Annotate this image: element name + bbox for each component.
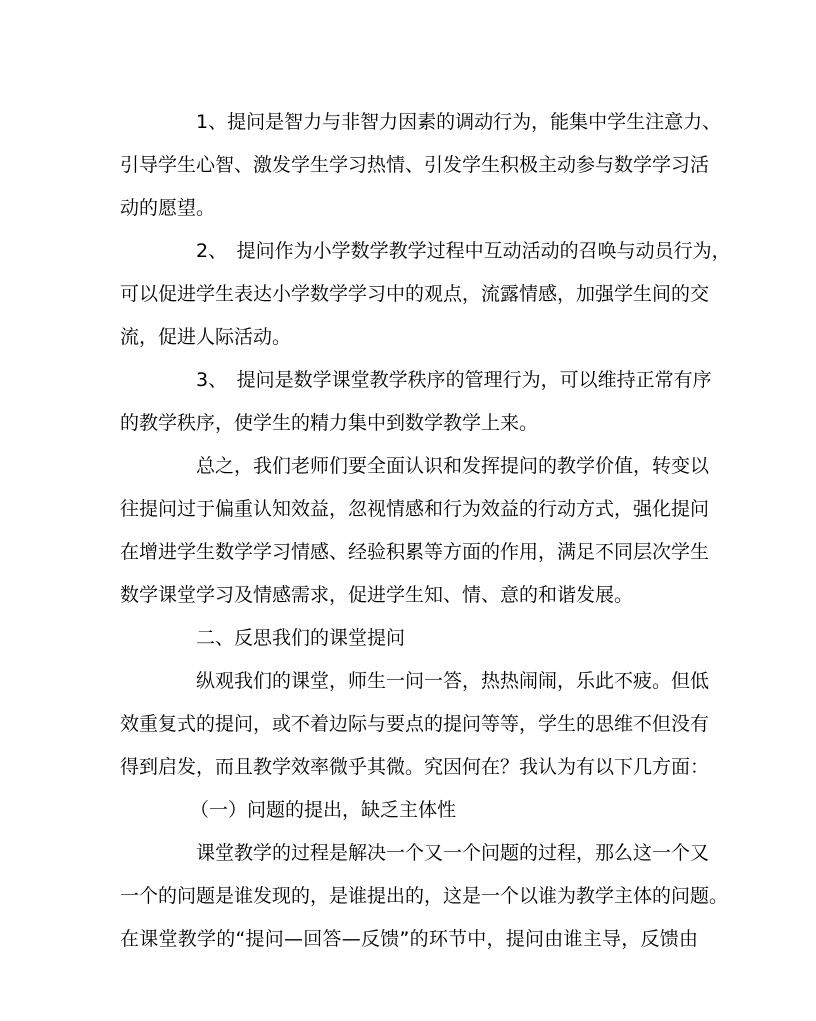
subsection-heading: （一）问题的提出，缺乏主体性 — [190, 799, 457, 821]
paragraph-6-line-3: 在课堂教学的“提问—回答—反馈”的环节中，提问由谁主导，反馈由 — [120, 928, 698, 950]
paragraph-1-line-2: 引导学生心智、激发学生学习热情、引发学生积极主动参与数学学习活 — [120, 154, 710, 176]
paragraph-1-line-3: 动的愿望。 — [120, 197, 216, 219]
paragraph-1-line-1: 1、提问是智力与非智力因素的调动行为，能集中学生注意力、 — [196, 111, 722, 133]
paragraph-3-line-1: 3、 提问是数学课堂教学秩序的管理行为，可以维持正常有序 — [196, 369, 712, 391]
paragraph-4-line-2: 往提问过于偏重认知效益，忽视情感和行为效益的行动方式，强化提问 — [120, 498, 710, 520]
paragraph-5-line-2: 效重复式的提问，或不着边际与要点的提问等等，学生的思维不但没有 — [120, 713, 710, 735]
paragraph-4-line-1: 总之，我们老师们要全面认识和发挥提问的教学价值，转变以 — [196, 455, 710, 477]
paragraph-6-line-1: 课堂教学的过程是解决一个又一个问题的过程，那么这一个又 — [196, 842, 710, 864]
paragraph-5-line-3: 得到启发，而且教学效率微乎其微。究因何在？我认为有以下几方面： — [120, 756, 710, 778]
paragraph-2-line-2: 可以促进学生表达小学数学学习中的观点，流露情感，加强学生间的交 — [120, 283, 710, 305]
paragraph-3-line-2: 的教学秩序，使学生的精力集中到数学教学上来。 — [120, 412, 539, 434]
paragraph-4-line-3: 在增进学生数学学习情感、经验积累等方面的作用，满足不同层次学生 — [120, 541, 710, 563]
paragraph-5-line-1: 纵观我们的课堂，师生一问一答，热热闹闹，乐此不疲。但低 — [196, 670, 710, 692]
paragraph-2-line-1: 2、 提问作为小学数学教学过程中互动活动的召唤与动员行为， — [196, 240, 731, 262]
section-heading: 二、反思我们的课堂提问 — [196, 627, 406, 649]
paragraph-4-line-4: 数学课堂学习及情感需求，促进学生知、情、意的和谐发展。 — [120, 584, 634, 606]
paragraph-6-line-2: 一个的问题是谁发现的，是谁提出的，这是一个以谁为教学主体的问题。 — [120, 885, 729, 907]
paragraph-2-line-3: 流，促进人际活动。 — [120, 326, 292, 348]
